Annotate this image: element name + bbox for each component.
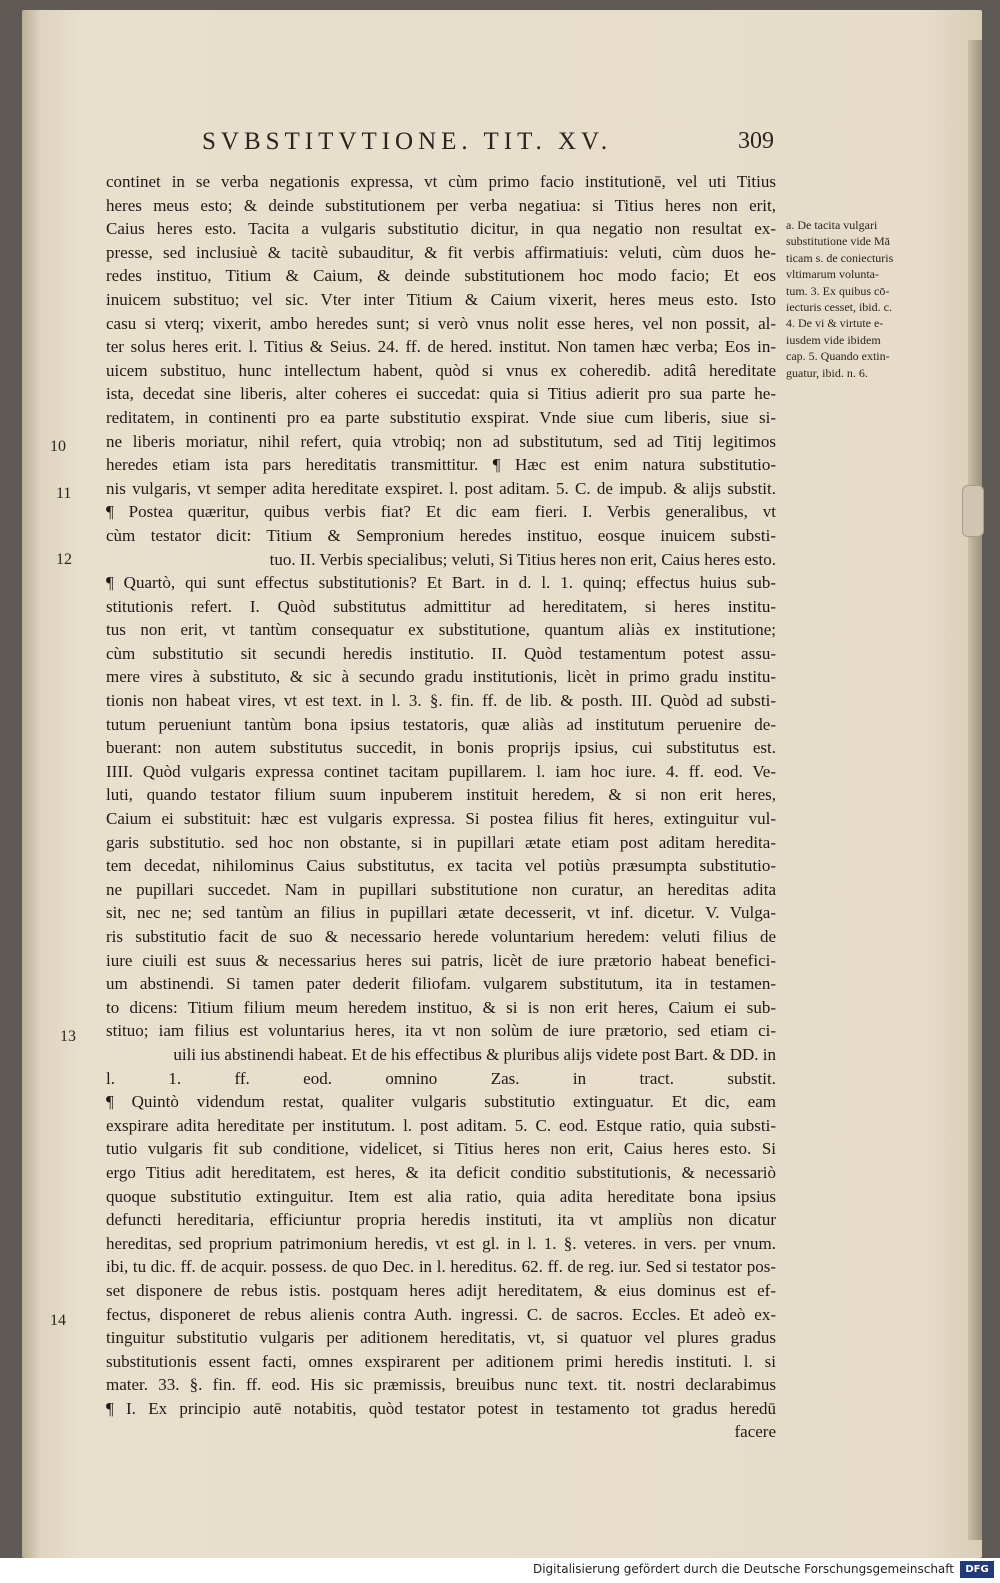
text-line: mere vires à substituto, & sic à secundo gradu institutionis, licèt in primo gradu institu-: [106, 667, 776, 687]
line-number-11: 11: [56, 485, 72, 502]
margin-note-line: a. De tacita vulgari: [786, 218, 878, 232]
text-line: stituo; iam filius est voluntarius heres, ita vt non solùm de iure prætorio, sed etiam ci-: [106, 1021, 776, 1041]
text-line: ter solus heres erit. l. Titius & Seius. 24. ff. de hered. institut. Non tamen hæc verba; Eos in-: [106, 337, 776, 357]
text-line: ¶ Postea quæritur, quibus verbis fiat? Et dic eam fieri. I. Verbis generalibus, vt: [106, 502, 776, 522]
margin-note-line: ticam s. de coniecturis: [786, 250, 894, 265]
text-line: iure ciuili est suus & necessarius heres sui patris, licèt de iure prætorio habeat benefici-: [106, 950, 776, 970]
dfg-logo-icon: DFG: [960, 1561, 994, 1578]
margin-note-line: guatur, ibid. n. 6.: [786, 365, 868, 380]
margin-note-line: 4. De vi & virtute e-: [786, 316, 884, 331]
text-line: reditatem, in continenti pro ea parte substitutio exspirat. Vnde siue cum liberis, siue si-: [106, 407, 776, 427]
text-line: inuicem substituo; vel sic. Vter inter Titium & Caium vixerit, heres meus esto. Isto: [106, 289, 776, 309]
text-line: ris substitutio facit de suo & necessario herede voluntarium heredem: veluti filius de: [106, 927, 776, 946]
text-line: fectus, disponeret de rebus alienis contra Auth. ingressi. C. de sacros. Eccles. Et adeò ex-: [106, 1304, 776, 1324]
body-text: [106, 170, 776, 1444]
line-number-14: 14: [50, 1312, 66, 1329]
text-line: hereditas, sed proprium patrimonium heredis, vt est gl. in l. 1. §. veteres. in vers. per vnum.: [106, 1233, 776, 1253]
text-line: tionis non habeat vires, vt est text. in l. 3. §. fin. ff. de lib. & posth. III. Quòd ad substi-: [106, 691, 776, 711]
text-line: buerant: non autem substitutus succedit, in bonis proprijs ipsius, cui substitutus est.: [106, 738, 776, 758]
text-line: uili ius abstinendi habeat. Et de his effectibus & pluribus alijs videte post Bart. & DD. in: [173, 1044, 776, 1064]
text-line: garis substitutio. sed hoc non obstante, si in pupillari ætate etiam post aditam heredita-: [106, 832, 776, 852]
line-number-12: 12: [56, 551, 72, 568]
text-line: mater. 33. §. fin. ff. eod. His sic præmissis, breuibus nunc text. tit. nostri declarabimus: [106, 1375, 776, 1395]
margin-note-line: substitutione vide Mā: [786, 234, 890, 249]
margin-note: [786, 217, 926, 381]
text-line: quoque substitutio extinguitur. Item est alia ratio, quia adita hereditate bona ipsius: [106, 1186, 776, 1206]
line-number-13: 13: [60, 1028, 76, 1045]
text-line: um abstinendi. Si tamen pater dederit filiofam. vulgarem substitutum, ita in testamen-: [106, 974, 776, 994]
text-line: ¶ Quartò, qui sunt effectus substitutionis? Et Bart. in d. l. 1. quinq; effectus huius sub-: [106, 573, 776, 593]
text-line: nis vulgaris, vt semper adita hereditate exspiret. l. post aditam. 5. C. de impub. & alijs substit.: [106, 478, 776, 498]
text-line: defuncti hereditaria, efficiuntur propria heredis instituti, ita vt ampliùs non dicatur: [106, 1210, 776, 1230]
page-edge: [968, 40, 982, 1540]
page-number: 309: [738, 128, 774, 154]
text-line: exspirare adita hereditate per institutum. l. post aditam. 5. C. eod. Estque ratio, quia substi-: [106, 1115, 776, 1135]
text-line: sit, nec ne; sed tantùm an filius in pupillari ætate decesserit, vt inf. dicetur. V. Vulga-: [106, 903, 776, 923]
text-line: Caius heres esto. Tacita a vulgaris substitutio dicitur, in qua negatio non resultat ex-: [106, 219, 776, 239]
text-line: substitutionis essent facti, omnes exspirarent per aditionem primi heredis instituti. l. si: [106, 1351, 776, 1371]
text-line: casu si vterq; vixerit, ambo heredes sunt; si verò vnus nolit esse heres, vel non possit, al-: [106, 313, 776, 333]
text-line: cùm substitutio sit secundi heredis institutio. II. Quòd testamentum potest assu-: [106, 643, 776, 663]
book-page: [22, 10, 982, 1558]
margin-note-line: iusdem vide ibidem: [786, 332, 881, 347]
text-line: luti, quando testator filium suum inpuberem instituit heredem, & si non erit heres,: [106, 785, 776, 805]
text-line: ista, decedat sine liberis, alter coheres ei succedat: quia si Titius adierit pro sua parte he-: [106, 384, 776, 404]
margin-note-line: cap. 5. Quando extin-: [786, 349, 890, 364]
text-line: ibi, tu dic. ff. de acquir. possess. de quo Dec. in l. hereditus. 62. ff. de reg. iur. Sed si testator pos-: [106, 1257, 776, 1277]
line-number-10: 10: [50, 438, 66, 455]
text-line: set disponere de rebus istis. postquam heres adijt hereditatem, & eius dominus est ef-: [106, 1280, 776, 1300]
text-line: heredes etiam ista pars hereditatis transmittitur. ¶ Hæc est enim natura substitutio-: [106, 455, 776, 475]
text-line: Caium ei substituit: hæc est vulgaris expressa. Si postea filius fit heres, extinguitur vul-: [106, 809, 776, 829]
digitization-credit: Digitalisierung gefördert durch die Deutsche Forschungsgemeinschaft: [532, 1562, 954, 1576]
text-line: IIII. Quòd vulgaris expressa continet tacitam pupillarem. l. iam hoc iure. 4. ff. eod. Ve-: [106, 761, 776, 781]
text-line: l. 1. ff. eod. omnino Zas. in tract. substit.: [106, 1068, 776, 1088]
text-line: tutio vulgaris fit sub conditione, videlicet, si Titius heres non erit, Caius heres esto. Si: [106, 1139, 776, 1159]
margin-note-line: iecturis cesset, ibid. c.: [786, 300, 892, 315]
text-line: ¶ I. Ex principio autē notabitis, quòd testator potest in testamento tot gradus heredū: [106, 1398, 776, 1418]
text-line: tinguitur substitutio vulgaris per aditionem hereditatis, vt, si quatuor vel plures gradus: [106, 1328, 776, 1348]
text-line: tus non erit, vt tantùm consequatur ex substitutione, quantum aliàs ex institutione;: [106, 620, 776, 640]
text-line: presse, sed inclusiuè & tacitè subauditur, & fit verbis affirmatiuis: veluti, cùm duos he-: [106, 242, 776, 262]
text-line: cùm testator dicit: Titium & Sempronium heredes instituo, eosque inuicem substi-: [106, 525, 776, 545]
text-line: ¶ Quintò videndum restat, qualiter vulgaris substitutio extinguatur. Et dic, eam: [106, 1092, 776, 1112]
text-line: tem decedat, nihilominus Caius substitutus, ex tacita vel potiùs præsumpta substitutio-: [106, 856, 776, 876]
text-line: facere: [734, 1422, 776, 1442]
running-head: SVBSTITVTIONE. TIT. XV.: [202, 128, 613, 155]
text-line: ne liberis moriatur, nihil refert, quia vtrobiq; non ad substitutum, sed ad Titij legitimos: [106, 431, 776, 451]
page-tab: [962, 485, 984, 537]
margin-note-line: tum. 3. Ex quibus cō-: [786, 283, 890, 298]
text-line: stitutionis refert. I. Quòd substitutus admittitur ad hereditatem, si heres institu-: [106, 596, 776, 616]
text-line: ergo Titius adit hereditatem, est heres, & ita deficit conditio substitutionis, & necessariò: [106, 1162, 776, 1182]
text-line: continet in se verba negationis expressa, vt cùm primo facio institutionē, vel uti Titius: [106, 172, 776, 191]
text-line: tutum perueniunt tantùm bona ipsius testatoris, quæ aliàs ad institutum peruenire de-: [106, 714, 776, 734]
text-line: ne pupillari succedet. Nam in pupillari substitutione non curatur, an hereditas adita: [106, 879, 776, 899]
margin-note-line: vltimarum volunta-: [786, 267, 879, 282]
text-line: heres meus esto; & deinde substitutionem per verba negatiua: si Titius heres non erit,: [106, 195, 776, 215]
text-line: to dicens: Titium filium meum heredem instituo, & si is non erit heres, Caium ei sub-: [106, 997, 776, 1017]
text-line: tuo. II. Verbis specialibus; veluti, Si Titius heres non erit, Caius heres esto.: [269, 549, 776, 569]
footer-bar: [0, 1558, 1000, 1583]
text-line: redes instituo, Titium & Caium, & deinde substitutionem hoc modo facio; Et eos: [106, 266, 776, 286]
text-line: uicem substituo, hunc intellectum habent, quòd si vnus ex coheredib. aditâ hereditate: [106, 360, 776, 380]
